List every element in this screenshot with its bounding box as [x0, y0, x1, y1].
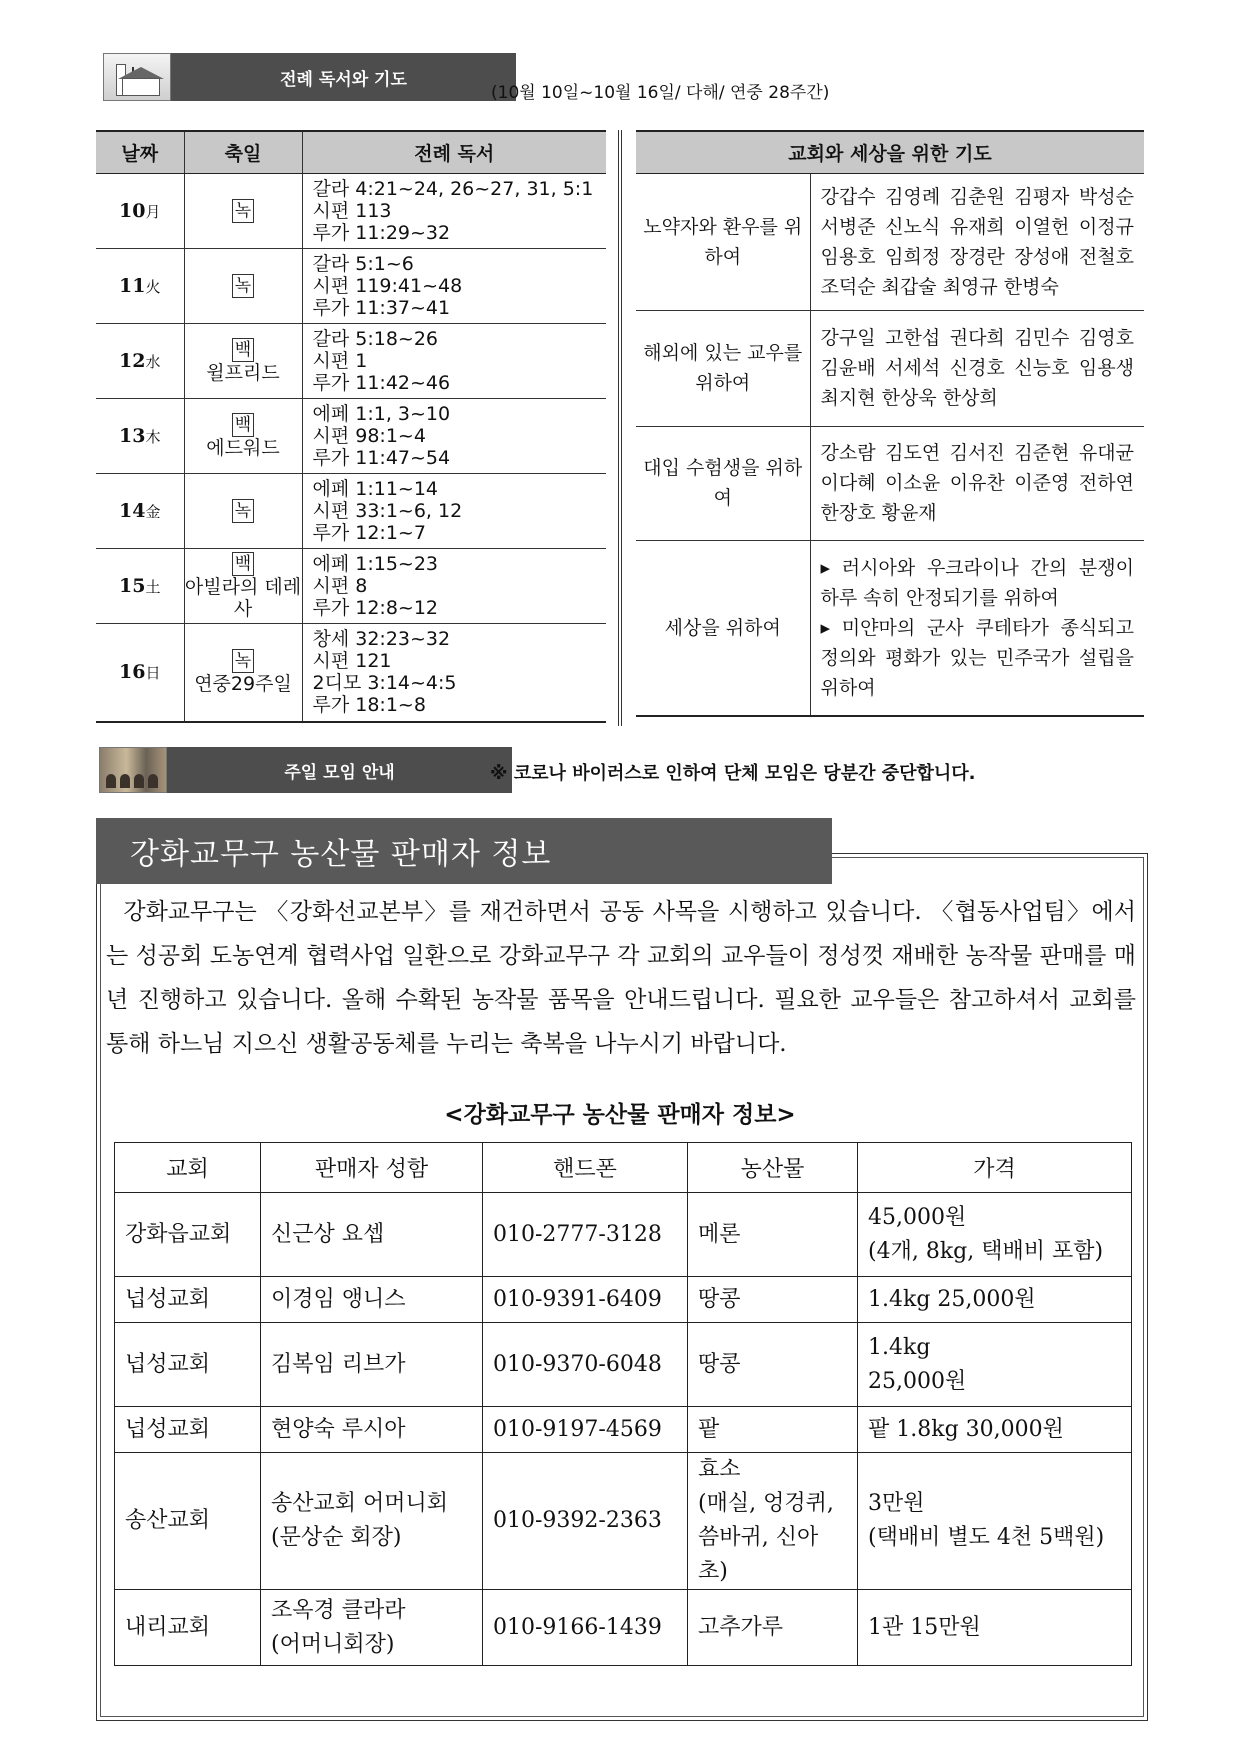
seller-cell-line: (문상순 회장)	[271, 1525, 402, 1550]
price-cell	[858, 1590, 1132, 1666]
liturgy-row	[96, 323, 606, 398]
liturgy-readings	[302, 323, 606, 398]
meeting-section-tag	[99, 747, 512, 793]
liturgy-feast	[184, 248, 302, 323]
product-cell-text: 땅콩	[698, 1286, 741, 1312]
reading-line: 2디모 3:14~4:5	[312, 672, 457, 695]
liturgy-readings	[302, 248, 606, 323]
price-cell	[858, 1453, 1132, 1590]
reading-line: 시편 98:1~4	[312, 424, 426, 447]
prayer-row	[636, 173, 1144, 310]
price-cell-line: (4개, 8kg, 택배비 포함)	[868, 1238, 1104, 1264]
seller-cell	[261, 1453, 483, 1590]
liturgy-feast	[184, 473, 302, 548]
reading-line: 루가 11:37~41	[312, 296, 451, 319]
reading-line: 갈라 5:18~26	[312, 327, 439, 350]
liturgy-readings	[302, 548, 606, 623]
product-cell-line: 씀바귀, 신아초)	[698, 1525, 819, 1584]
liturgy-section-tag	[103, 53, 516, 101]
sales-title: 강화교무구 농산물 판매자 정보	[96, 818, 832, 884]
phone-cell-text: 010-2777-3128	[493, 1221, 662, 1247]
church-cell	[115, 1590, 261, 1666]
seller-cell	[261, 1277, 483, 1323]
liturgy-feast	[184, 623, 302, 722]
liturgical-color-badge: 백	[232, 338, 254, 362]
phone-cell-text: 010-9166-1439	[493, 1614, 662, 1640]
seller-cell-line: 조옥경 클라라	[271, 1597, 406, 1623]
reading-line: 시편 33:1~6, 12	[312, 499, 463, 522]
price-cell-line: 3만원	[868, 1491, 925, 1516]
liturgy-readings	[302, 398, 606, 473]
day-number: 15	[119, 574, 146, 597]
price-cell	[858, 1323, 1132, 1407]
liturgical-color-badge: 녹	[232, 499, 254, 523]
price-cell-line: (택배비 별도 4천 5백원)	[868, 1525, 1105, 1550]
header-price: 가격	[858, 1143, 1132, 1193]
prayer-header: 교회와 세상을 위한 기도	[636, 131, 1144, 173]
church-cell-text: 넙성교회	[125, 1351, 211, 1377]
day-number: 16	[119, 661, 146, 684]
liturgical-color-badge: 녹	[232, 649, 254, 673]
product-cell-line: (매실, 엉겅퀴,	[698, 1491, 834, 1516]
seller-cell-text: 신근상 요셉	[271, 1221, 385, 1247]
meeting-section-label: 주일 모임 안내	[167, 747, 512, 793]
phone-cell-text: 010-9391-6409	[493, 1286, 662, 1312]
liturgy-feast	[184, 548, 302, 623]
seller-cell-line: 송산교회 어머니회	[271, 1491, 449, 1516]
header-seller: 판매자 성함	[261, 1143, 483, 1193]
reading-line: 루가 11:42~46	[312, 371, 451, 394]
prayer-row	[636, 310, 1144, 426]
liturgy-date	[96, 473, 184, 548]
prayer-names: 강갑수 김영례 김춘원 김평자 박성순 서병준 신노식 유재희 이열헌 이정규 임용호 임희정 장경란 장성애 전철호 조덕순 최갑술 최영규 한병숙	[810, 173, 1144, 310]
price-cell	[858, 1277, 1132, 1323]
weekday: 日	[145, 664, 161, 683]
header-feast: 축일	[184, 131, 302, 173]
meeting-image	[99, 747, 167, 793]
liturgy-date	[96, 548, 184, 623]
weekday: 土	[145, 577, 161, 596]
liturgy-readings	[302, 623, 606, 722]
liturgy-row	[96, 473, 606, 548]
church-cell	[115, 1323, 261, 1407]
prayer-topic: 노약자와 환우를 위하여	[636, 173, 810, 310]
prayer-bullets	[810, 540, 1144, 716]
seller-cell-text: 이경임 앵니스	[271, 1286, 406, 1312]
liturgy-date	[96, 623, 184, 722]
sales-row	[115, 1323, 1132, 1407]
liturgical-color-badge: 백	[232, 552, 254, 576]
product-cell-text: 고추가루	[698, 1614, 784, 1640]
weekday: 木	[145, 427, 161, 446]
sales-row	[115, 1453, 1132, 1590]
column-divider	[618, 130, 622, 726]
reading-line: 시편 119:41~48	[312, 274, 463, 297]
weekday: 月	[145, 202, 161, 221]
liturgy-readings	[302, 173, 606, 248]
phone-cell	[483, 1590, 688, 1666]
reading-line: 루가 11:47~54	[312, 446, 451, 469]
church-cell-text: 송산교회	[125, 1508, 211, 1533]
price-cell-line: 팥 1.8kg 30,000원	[868, 1416, 1064, 1442]
seller-cell-text: 현양숙 루시아	[271, 1416, 406, 1442]
weekday: 水	[145, 352, 161, 371]
product-cell-line: 효소	[698, 1457, 741, 1482]
reading-line: 루가 12:8~12	[312, 596, 439, 619]
seller-cell	[261, 1407, 483, 1453]
sales-intro	[106, 890, 1136, 1066]
seller-cell-line: (어머니회장)	[271, 1631, 395, 1657]
phone-cell-text: 010-9392-2363	[493, 1508, 662, 1533]
liturgy-row	[96, 173, 606, 248]
seller-cell	[261, 1590, 483, 1666]
phone-cell	[483, 1323, 688, 1407]
liturgy-table	[96, 130, 606, 723]
price-cell-line: 1.4kg	[868, 1334, 931, 1360]
reading-line: 에페 1:11~14	[312, 477, 439, 500]
phone-cell	[483, 1453, 688, 1590]
liturgical-color-badge: 백	[232, 413, 254, 437]
price-cell-line: 45,000원	[868, 1204, 967, 1230]
product-cell-text: 메론	[698, 1221, 741, 1247]
reading-line: 시편 1	[312, 349, 368, 372]
weekday: 火	[145, 277, 161, 296]
church-cell	[115, 1453, 261, 1590]
day-number: 10	[119, 199, 146, 222]
prayer-row	[636, 540, 1144, 716]
sales-table-title: <강화교무구 농산물 판매자 정보>	[444, 1102, 796, 1128]
product-cell	[688, 1277, 858, 1323]
liturgical-color-badge: 녹	[232, 199, 254, 223]
product-cell	[688, 1193, 858, 1277]
product-cell-text: 팥	[698, 1416, 720, 1442]
price-cell	[858, 1407, 1132, 1453]
sales-row	[115, 1407, 1132, 1453]
phone-cell	[483, 1193, 688, 1277]
prayer-topic: 해외에 있는 교우를 위하여	[636, 310, 810, 426]
reading-line: 루가 18:1~8	[312, 694, 426, 717]
date-range: (10월 10일~10월 16일/ 다해/ 연중 28주간)	[491, 83, 830, 103]
reading-line: 루가 12:1~7	[312, 521, 426, 544]
header-church: 교회	[115, 1143, 261, 1193]
sales-intro-text: 강화교무구는 〈강화선교본부〉를 재건하면서 공동 사목을 시행하고 있습니다. 〈협동사업팀〉에서는 성공회 도농연계 협력사업 일환으로 강화교무구 각 교회의 교우들이 정성껏 재배한 농작물 판매를 매년 진행하고 있습니다. 올해 수확된 농작물 품목을 안내드립니다. 필요한 교우들은 참고하셔서 교회를 통해 하느님 지으신 생활공동체를 누리는 축복을 나누시기 바랍니다.	[106, 899, 1136, 1057]
phone-cell	[483, 1277, 688, 1323]
liturgy-date	[96, 173, 184, 248]
church-cell	[115, 1193, 261, 1277]
seller-cell	[261, 1323, 483, 1407]
liturgical-color-badge: 녹	[232, 274, 254, 298]
liturgy-section-label: 전례 독서와 기도	[171, 53, 516, 101]
price-cell	[858, 1193, 1132, 1277]
sales-table	[114, 1142, 1132, 1666]
product-cell	[688, 1590, 858, 1666]
header-phone: 핸드폰	[483, 1143, 688, 1193]
liturgy-feast	[184, 398, 302, 473]
church-cell	[115, 1277, 261, 1323]
seller-cell-text: 김복임 리브가	[271, 1351, 406, 1377]
product-cell	[688, 1407, 858, 1453]
header-product: 농산물	[688, 1143, 858, 1193]
prayer-topic: 세상을 위하여	[636, 540, 810, 716]
church-cell-text: 내리교회	[125, 1614, 211, 1640]
day-number: 14	[119, 499, 146, 522]
price-cell-line: 25,000원	[868, 1368, 967, 1394]
reading-line: 창세 32:23~32	[312, 628, 451, 651]
liturgy-row	[96, 548, 606, 623]
reading-line: 시편 121	[312, 650, 392, 673]
day-number: 11	[119, 274, 146, 297]
feast-name: 윌프리드	[206, 361, 280, 384]
prayer-topic: 대입 수험생을 위하여	[636, 426, 810, 540]
prayer-row	[636, 426, 1144, 540]
day-number: 13	[119, 424, 146, 447]
feast-name: 연중29주일	[194, 673, 292, 696]
liturgy-feast	[184, 173, 302, 248]
reading-line: 갈라 4:21~24, 26~27, 31, 5:1	[312, 177, 594, 200]
feast-name: 에드워드	[206, 436, 280, 459]
liturgy-feast	[184, 323, 302, 398]
prayer-names: 강소람 김도연 김서진 김준현 유대균 이다혜 이소윤 이유찬 이준영 전하연 한장호 황윤재	[810, 426, 1144, 540]
reading-line: 에페 1:1, 3~10	[312, 402, 451, 425]
phone-cell-text: 010-9197-4569	[493, 1416, 662, 1442]
price-cell-line: 1.4kg 25,000원	[868, 1286, 1036, 1312]
meeting-notice: ※ 코로나 바이러스로 인하여 단체 모임은 당분간 중단합니다.	[490, 763, 976, 784]
church-cell-text: 강화읍교회	[125, 1221, 232, 1247]
prayer-table	[636, 130, 1144, 717]
day-number: 12	[119, 349, 146, 372]
church-cell	[115, 1407, 261, 1453]
sales-row	[115, 1590, 1132, 1666]
church-cell-text: 넙성교회	[125, 1286, 211, 1312]
price-cell-line: 1관 15만원	[868, 1614, 981, 1640]
phone-cell	[483, 1407, 688, 1453]
liturgy-row	[96, 398, 606, 473]
product-cell	[688, 1453, 858, 1590]
prayer-bullet: ▸ 미얀마의 군사 쿠테타가 종식되고 정의와 평화가 있는 민주국가 설립을 위하여	[820, 616, 1134, 699]
liturgy-date	[96, 398, 184, 473]
church-image	[103, 53, 171, 101]
prayer-names: 강구일 고한섭 권다희 김민수 김영호 김윤배 서세석 신경호 신능호 임용생 최지현 한상욱 한상희	[810, 310, 1144, 426]
phone-cell-text: 010-9370-6048	[493, 1351, 662, 1377]
header-date: 날짜	[96, 131, 184, 173]
product-cell	[688, 1323, 858, 1407]
church-cell-text: 넙성교회	[125, 1416, 211, 1442]
liturgy-row	[96, 248, 606, 323]
reading-line: 에페 1:15~23	[312, 552, 439, 575]
reading-line: 갈라 5:1~6	[312, 252, 414, 275]
reading-line: 루가 11:29~32	[312, 221, 451, 244]
sales-row	[115, 1277, 1132, 1323]
header-readings: 전례 독서	[302, 131, 606, 173]
seller-cell	[261, 1193, 483, 1277]
liturgy-date	[96, 248, 184, 323]
liturgy-date	[96, 323, 184, 398]
product-cell-text: 땅콩	[698, 1351, 741, 1377]
reading-line: 시편 113	[312, 199, 392, 222]
weekday: 金	[145, 502, 161, 521]
liturgy-readings	[302, 473, 606, 548]
liturgy-row	[96, 623, 606, 722]
sales-row	[115, 1193, 1132, 1277]
feast-name: 아빌라의 데레사	[184, 575, 302, 620]
prayer-bullet: ▸ 러시아와 우크라이나 간의 분쟁이 하루 속히 안정되기를 위하여	[820, 556, 1134, 609]
reading-line: 시편 8	[312, 574, 368, 597]
